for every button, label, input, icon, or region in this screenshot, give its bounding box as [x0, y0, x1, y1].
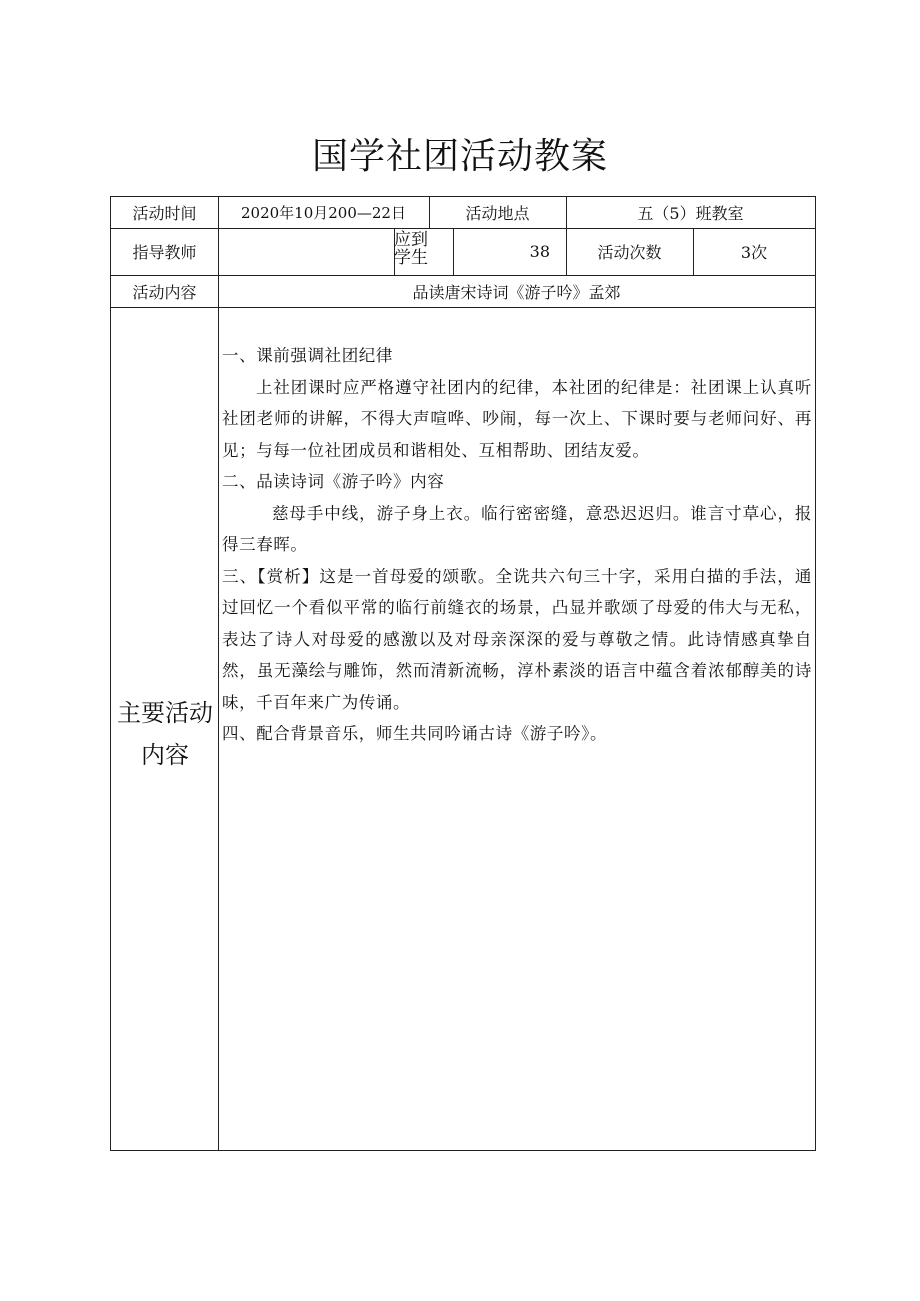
section-heading-2: 二、品读诗词《游子吟》内容: [222, 472, 445, 491]
page-title: 国学社团活动教案: [311, 136, 608, 177]
activity-content-value: 品读唐宋诗词《游子吟》孟郊: [412, 282, 621, 302]
students-label: [394, 231, 454, 267]
row-divider: [111, 307, 815, 308]
main-content-label-line1: 主要活动: [117, 699, 213, 727]
activity-count-label: 活动次数: [597, 243, 662, 262]
teacher-label: 指导教师: [132, 243, 197, 262]
poem-text: 慈母手中线，游子身上衣。临行密密缝，意恐迟迟归。谁言寸草心，报得三春晖。: [222, 503, 812, 554]
students-label-line1: 应到: [394, 230, 428, 250]
students-value: 38: [529, 242, 550, 261]
section-heading-1: 一、课前强调社团纪律: [222, 346, 393, 365]
appreciation-paragraph: 三、【赏析】这是一首母爱的颂歌。全诜共六句三十字，采用白描的手法，通过回忆一个看似平常的临行前缝衣的场景，凸显并歌颂了母爱的伟大与无私，表达了诗人对母爱的感激以及对母亲深深的爱与尊敬之情。此诗情感真挚自然，虽无藻绘与雕饰，然而清新流畅，淳朴素淡的语言中蕴含着浓郁醇美的诗味，千百年来广为传诵。: [222, 566, 812, 712]
students-label-line2: 学生: [394, 248, 428, 268]
activity-time-value: 2020年10月200—22日: [241, 204, 406, 222]
activity-place-value: 五（5）班教室: [637, 204, 744, 223]
activity-place-label: 活动地点: [465, 204, 530, 223]
lesson-plan-table: [110, 196, 816, 1151]
activity-count-value: 3次: [740, 243, 768, 262]
main-content-body: [222, 328, 812, 750]
discipline-paragraph: 上社团课时应严格遵守社团内的纪律，本社团的纪律是：社团课上认真听社团老师的讲解，不得大声喧哗、吵闹，每一次上、下课时要与老师问好、再见；与每一位社团成员和谐相处、互相帮助、团结友爱。: [222, 377, 812, 460]
activity-time-label: 活动时间: [132, 204, 197, 223]
section-heading-4: 四、配合背景音乐，师生共同吟诵古诗《游子吟》。: [222, 724, 608, 743]
teacher-value: [218, 228, 394, 275]
main-content-label-line2: 内容: [141, 741, 189, 769]
activity-content-label: 活动内容: [132, 282, 197, 302]
main-content-label: [111, 692, 219, 776]
column-divider: [218, 197, 219, 1150]
